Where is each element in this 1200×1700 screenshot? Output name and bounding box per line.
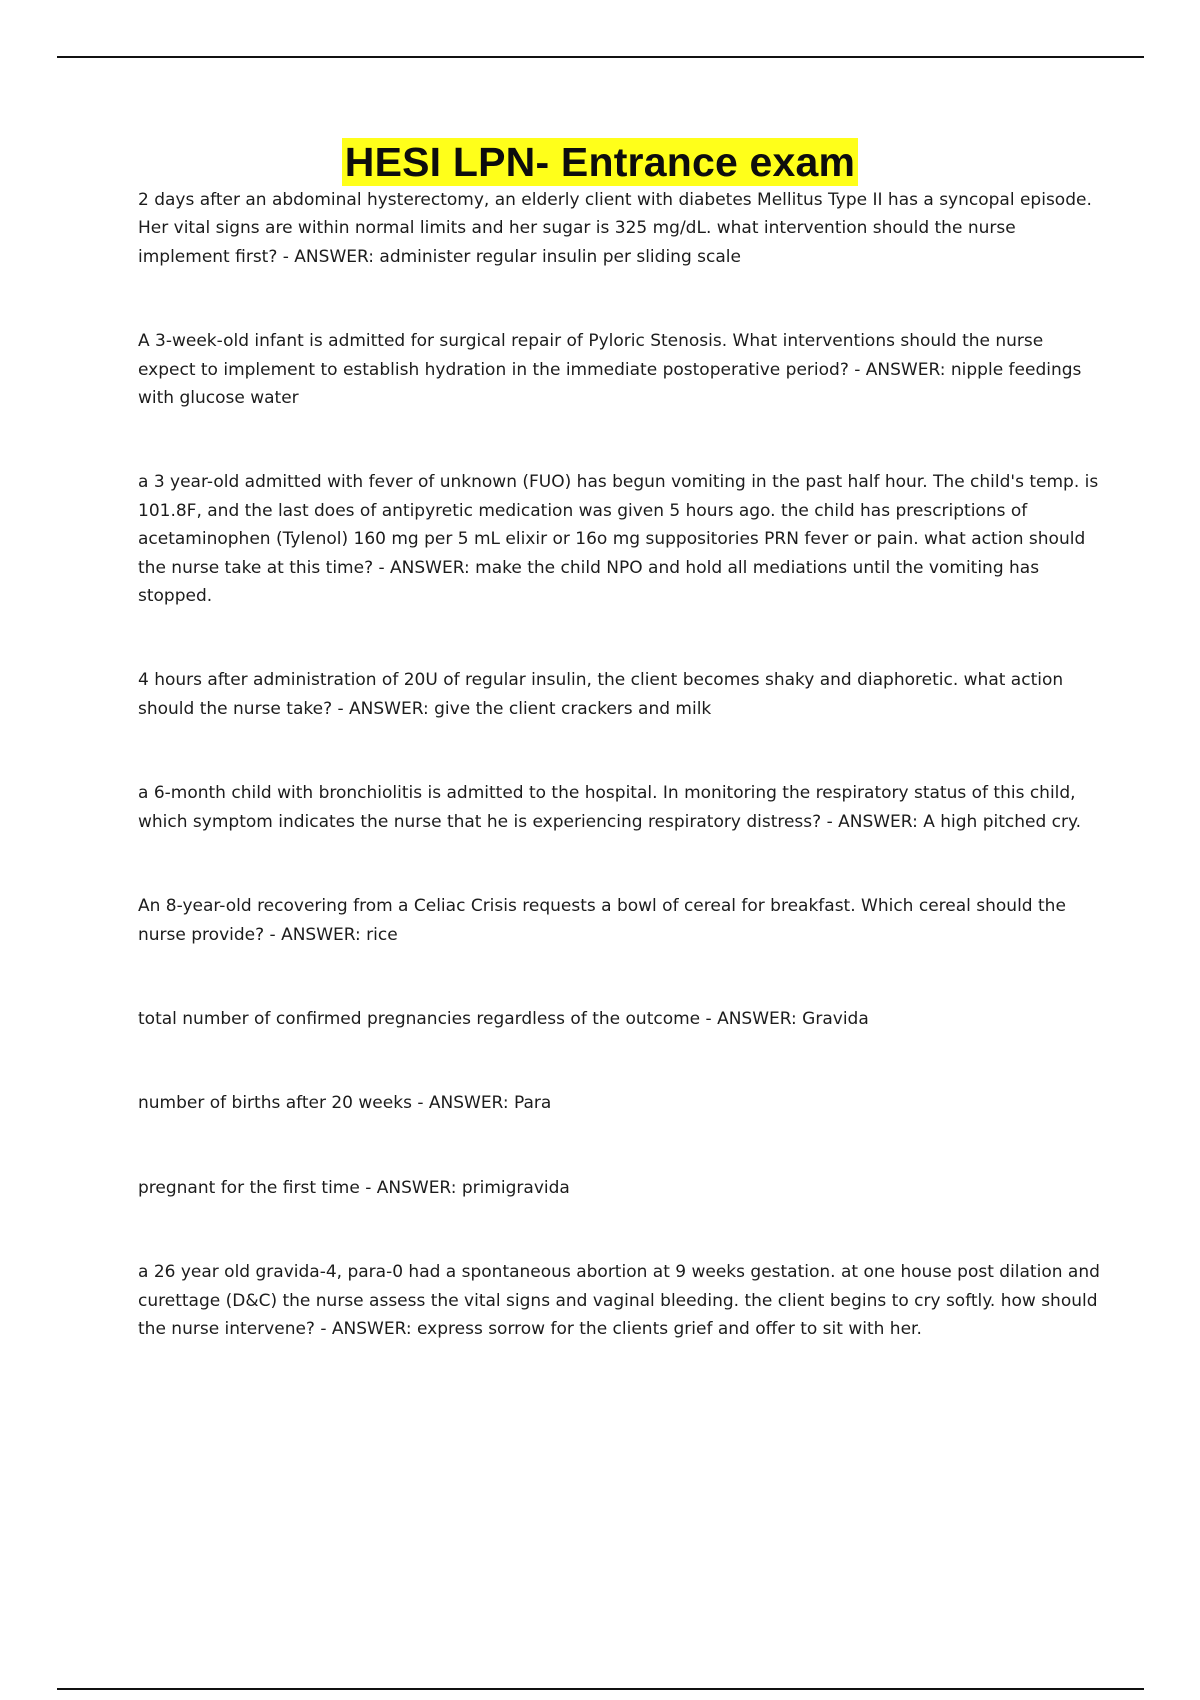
question-answer-item: A 3-week-old infant is admitted for surgical repair of Pyloric Stenosis. What interventions should the nurse expect to implement to establish hydration in the immediate postoperative period? - ANSWER: nipple feedings with glucose water bbox=[138, 331, 1082, 409]
top-rule bbox=[57, 56, 1144, 58]
question-answer-item: 4 hours after administration of 20U of regular insulin, the client becomes shaky and diaphoretic. what action should the nurse take? - ANSWER: give the client crackers and milk bbox=[138, 670, 1064, 719]
title-container bbox=[0, 138, 1200, 186]
question-answer-item: a 3 year-old admitted with fever of unknown (FUO) has begun vomiting in the past half hour. The child's temp. is 101.8F, and the last does of antipyretic medication was given 5 hours ago. the child has prescriptions of acetaminophen (Tylenol) 160 mg per 5 mL elixir or 16o mg suppositories PRN fever or pain. what action should the nurse take at this time? - ANSWER: make the child NPO and hold all mediations until the vomiting has stopped. bbox=[138, 472, 1099, 607]
question-answer-item: a 26 year old gravida-4, para-0 had a spontaneous abortion at 9 weeks gestation. at one house post dilation and curettage (D&C) the nurse assess the vital signs and vaginal bleeding. the client begins to cry softly. how should the nurse intervene? - ANSWER: express sorrow for the clients grief and offer to sit with her. bbox=[138, 1262, 1100, 1339]
document-title: HESI LPN- Entrance exam bbox=[342, 138, 858, 186]
question-answer-item: pregnant for the first time - ANSWER: primigravida bbox=[138, 1177, 570, 1198]
bottom-rule bbox=[57, 1688, 1144, 1690]
question-answer-item: 2 days after an abdominal hysterectomy, an elderly client with diabetes Mellitus Type II has a syncopal episode. Her vital signs are within normal limits and her sugar is 325 mg/dL. what intervention should the nurse implement first? - ANSWER: administer regular insulin per sliding scale bbox=[138, 190, 1092, 267]
question-answer-item: An 8-year-old recovering from a Celiac Crisis requests a bowl of cereal for breakfast. Which cereal should the nurse provide? - ANSWER: rice bbox=[138, 896, 1066, 945]
question-answer-item: total number of confirmed pregnancies regardless of the outcome - ANSWER: Gravida bbox=[138, 1008, 869, 1029]
question-list bbox=[138, 186, 1103, 1343]
question-answer-item: number of births after 20 weeks - ANSWER: Para bbox=[138, 1093, 552, 1114]
question-answer-item: a 6-month child with bronchiolitis is admitted to the hospital. In monitoring the respiratory status of this child, which symptom indicates the nurse that he is experiencing respiratory distress? - ANSWER: A high pitched cry. bbox=[138, 783, 1082, 832]
